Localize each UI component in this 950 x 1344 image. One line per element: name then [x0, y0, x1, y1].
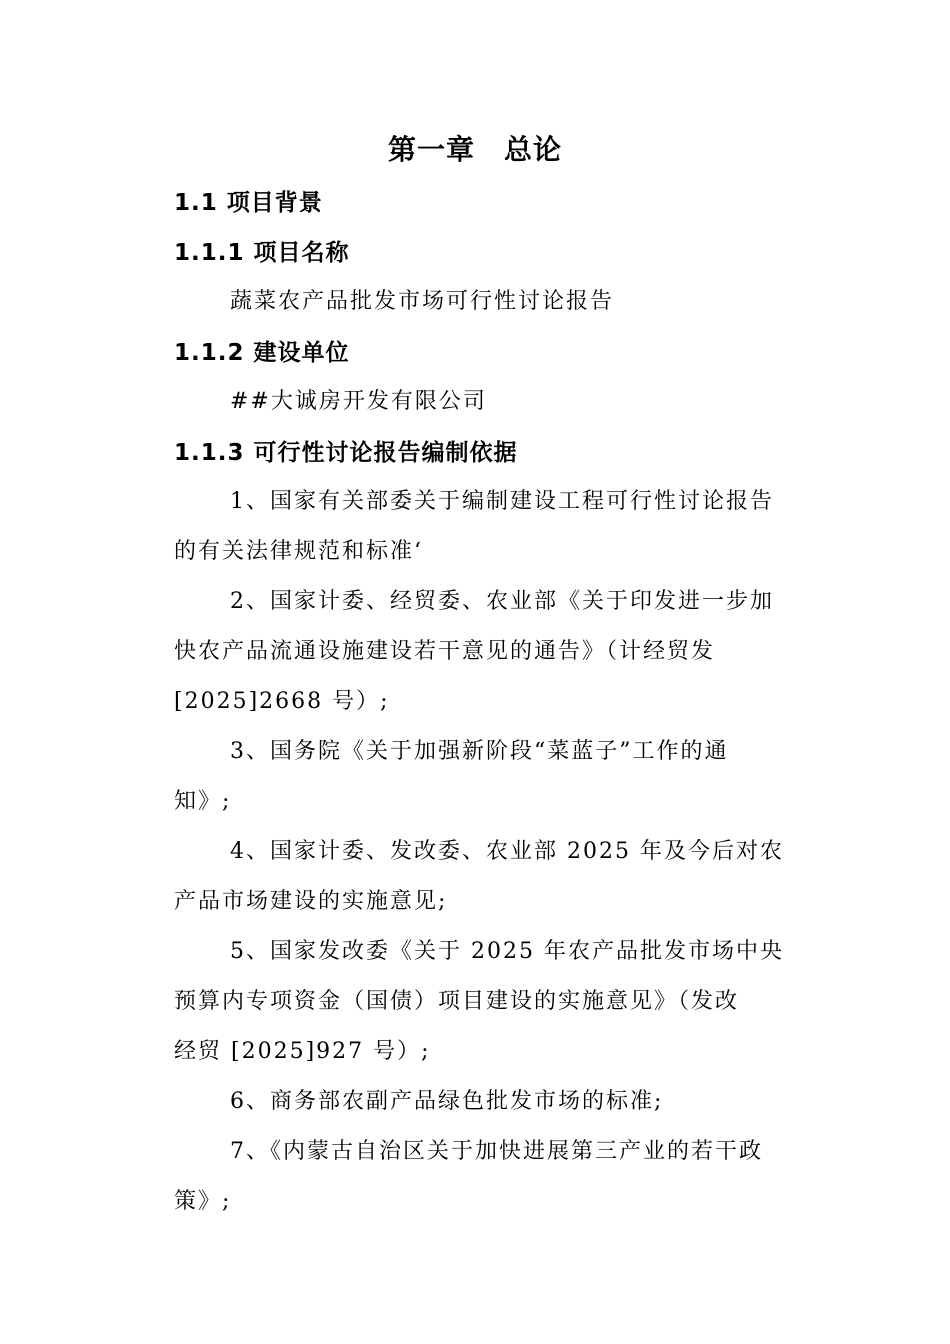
basis-item-2-line-2: 快农产品流通设施建设若干意见的通告》（计经贸发 [174, 639, 716, 664]
basis-item-1-line-2: 的有关法律规范和标准‘ [174, 539, 423, 564]
section-heading-1-1-3: 1.1.3 可行性讨论报告编制依据 [174, 440, 518, 466]
basis-item-5-line-2: 预算内专项资金（国债）项目建设的实施意见》（发改 [174, 989, 740, 1014]
basis-item-1-line-1: 1、国家有关部委关于编制建设工程可行性讨论报告 [230, 489, 774, 514]
section-heading-1-1-2: 1.1.2 建设单位 [174, 340, 350, 366]
chapter-title: 第一章 总论 [387, 133, 562, 166]
basis-item-3-line-2: 知》; [174, 789, 232, 814]
section-heading-1-1: 1.1 项目背景 [174, 190, 323, 216]
basis-item-2-line-1: 2、国家计委、经贸委、农业部《关于印发进一步加 [230, 589, 774, 614]
basis-item-4-line-2: 产品市场建设的实施意见; [174, 889, 448, 914]
basis-item-4-line-1: 4、国家计委、发改委、农业部 2025 年及今后对农 [230, 839, 784, 864]
project-name: 蔬菜农产品批发市场可行性讨论报告 [230, 289, 615, 314]
basis-item-7-line-2: 策》; [174, 1189, 232, 1214]
basis-item-3-line-1: 3、国务院《关于加强新阶段“菜蓝子”工作的通 [230, 739, 729, 764]
basis-item-7-line-1: 7、《内蒙古自治区关于加快进展第三产业的若干政 [230, 1139, 763, 1164]
basis-item-2-line-3: [2025]2668 号）; [174, 689, 390, 714]
basis-item-5-line-3: 经贸 [2025]927 号）; [174, 1039, 431, 1064]
construction-unit: ##大诚房开发有限公司 [230, 389, 487, 414]
basis-item-5-line-1: 5、国家发改委《关于 2025 年农产品批发市场中央 [230, 939, 784, 964]
basis-item-6-line-1: 6、商务部农副产品绿色批发市场的标准; [230, 1089, 664, 1114]
section-heading-1-1-1: 1.1.1 项目名称 [174, 240, 350, 266]
